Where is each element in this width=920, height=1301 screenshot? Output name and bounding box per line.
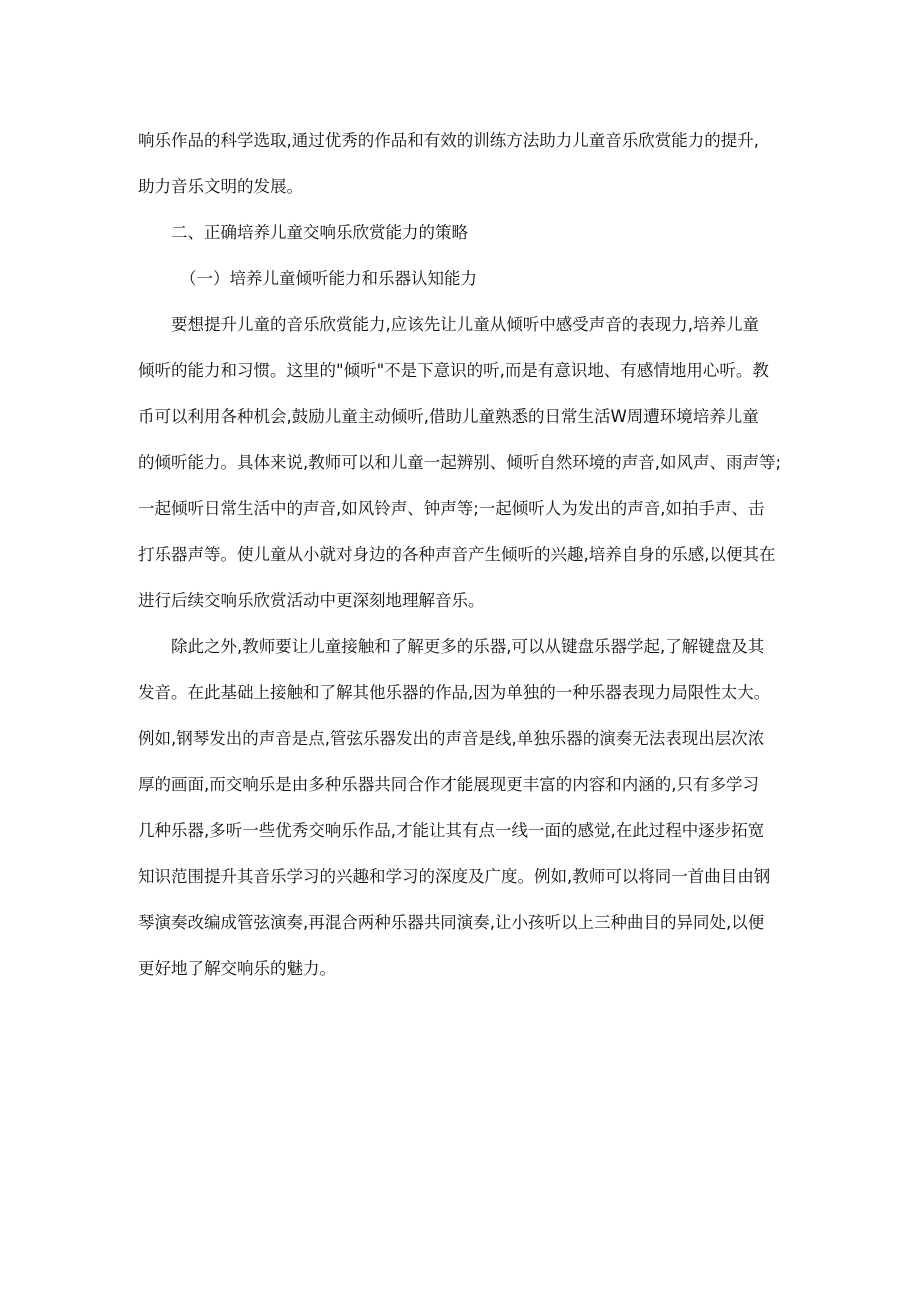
text-line: 助力音乐文明的发展。: [138, 177, 303, 196]
text-line: 几种乐器,多听一些优秀交响乐作品,才能让其有点一线一面的感觉,在此过程中逐步拓宽: [138, 821, 765, 840]
text-line: 进行后续交响乐欣赏活动中更深刻地理解音乐。: [138, 591, 485, 610]
section-heading-text: 二、正确培养儿童交响乐欣赏能力的策略: [171, 223, 468, 242]
text-line: 一起倾听日常生活中的声音,如风铃声、钟声等;一起倾听人为发出的声音,如拍手声、击: [138, 499, 765, 518]
document-body: [138, 118, 788, 992]
subsection-heading-text: （一）培养儿童倾听能力和乐器认知能力: [180, 269, 477, 288]
text-line: 要想提升儿童的音乐欣赏能力,应该先让儿童从倾听中感受声音的表现力,培养儿童: [171, 315, 759, 334]
text-line: 币可以利用各种机会,鼓励儿童主动倾听,借助儿童熟悉的日常生活W周遭环境培养儿童: [138, 407, 759, 426]
text-line: 除此之外,教师要让儿童接触和了解更多的乐器,可以从键盘乐器学起,了解键盘及其: [171, 637, 765, 656]
text-line: 的倾听能力。具体来说,教师可以和儿童一起辨别、倾听自然环境的声音,如风声、雨声等;: [138, 453, 782, 472]
text-line: 例如,钢琴发出的声音是点,管弦乐器发出的声音是线,单独乐器的演奏无法表现出层次浓: [138, 729, 765, 748]
subsection-heading: [138, 256, 788, 302]
text-line: 更好地了解交响乐的魅力。: [138, 959, 336, 978]
text-line: 琴演奏改编成管弦演奏,再混合两种乐器共同演奏,让小孩听以上三种曲目的异同处,以便: [138, 913, 765, 932]
text-line: 倾听的能力和习惯。这里的"倾听"不是下意识的听,而是有意识地、有感情地用心听。教: [138, 361, 769, 380]
text-line: 打乐器声等。使儿童从小就对身边的各种声音产生倾听的兴趣,培养自身的乐感,以便其在: [138, 545, 776, 564]
text-line: 响乐作品的科学选取,通过优秀的作品和有效的训练方法助力儿童音乐欣赏能力的提升,: [138, 131, 759, 150]
paragraph-intro-continuation: [138, 118, 788, 210]
paragraph-listening: [138, 302, 788, 624]
text-line: 厚的画面,而交响乐是由多种乐器共同合作才能展现更丰富的内容和内涵的,只有多学习: [138, 775, 759, 794]
text-line: 知识范围提升其音乐学习的兴趣和学习的深度及广度。例如,教师可以将同一首曲目由钢: [138, 867, 771, 886]
paragraph-instruments: [138, 624, 788, 992]
text-line: 发音。在此基础上接触和了解其他乐器的作品,因为单独的一种乐器表现力局限性太大。: [138, 683, 771, 702]
section-heading: [138, 210, 788, 256]
